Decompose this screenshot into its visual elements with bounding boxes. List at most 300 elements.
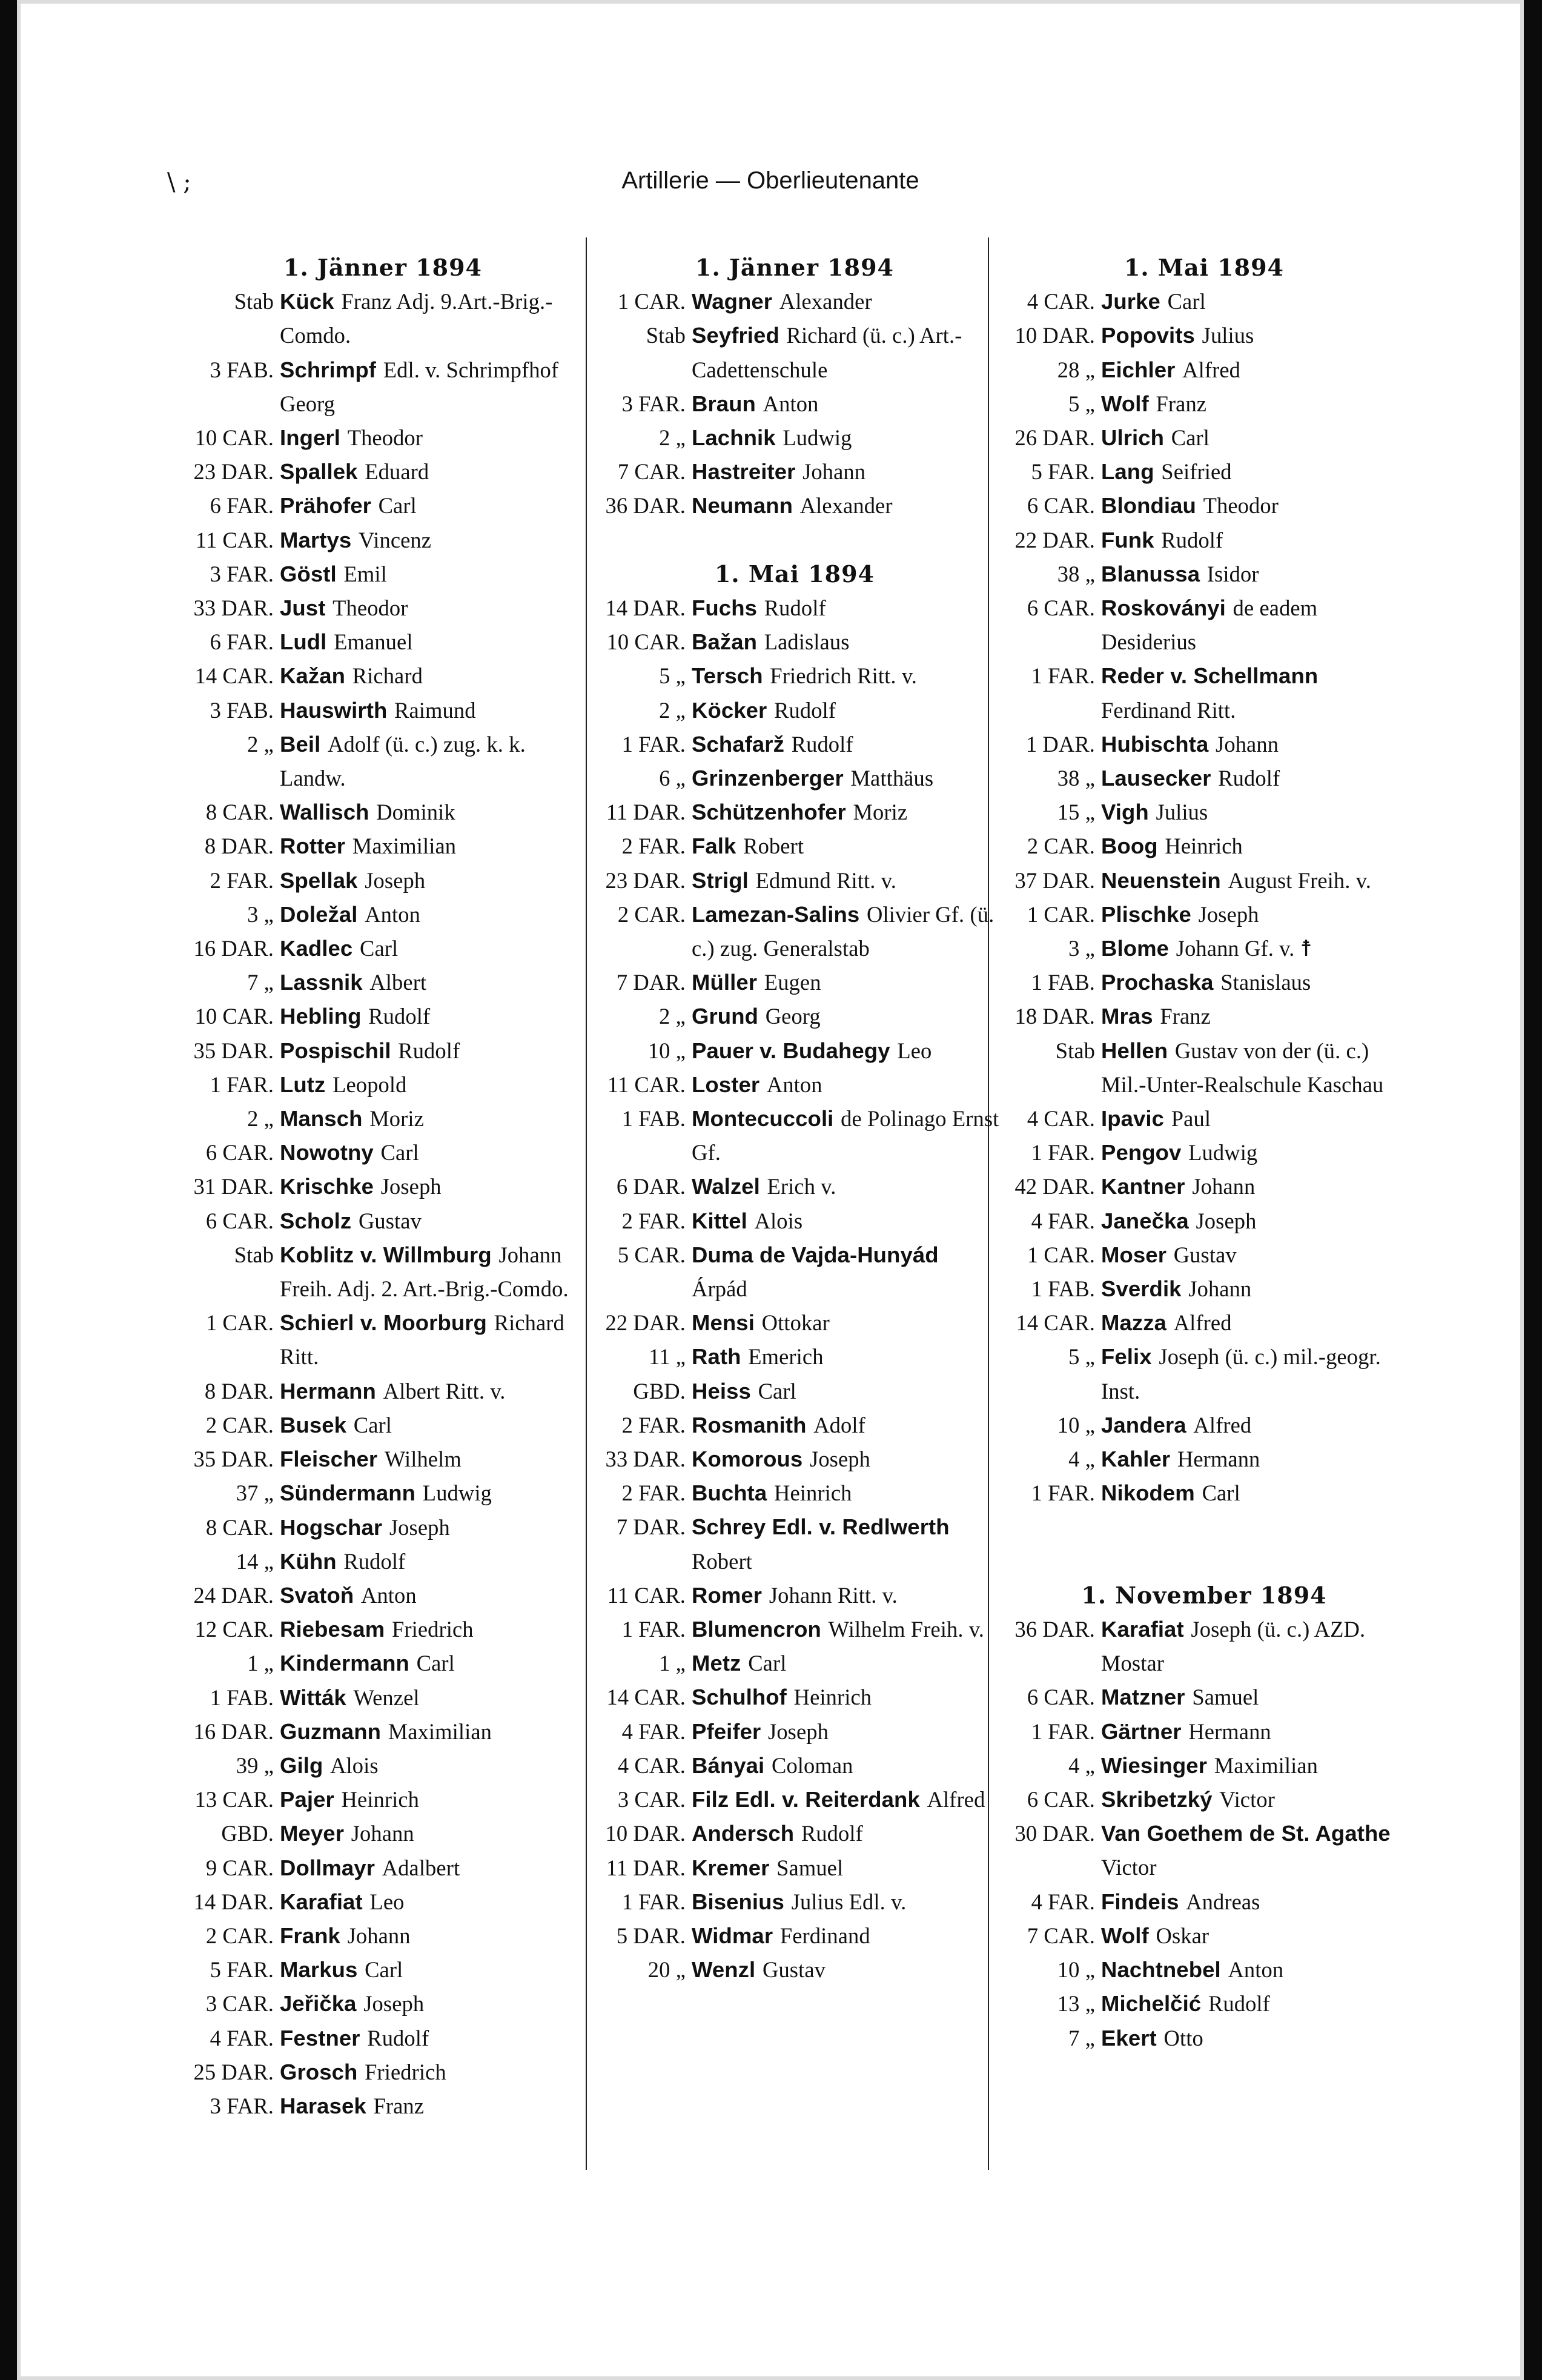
unit-label: 9 CAR. — [205, 1855, 274, 1880]
roster-entry — [177, 1919, 589, 1953]
surname: Lachnik — [692, 425, 776, 450]
roster-entry — [589, 694, 1001, 728]
officer-name-block — [1100, 557, 1410, 591]
officer-name-block — [690, 1783, 1001, 1817]
given-name-and-notes: Wilhelm Freih. v. — [828, 1617, 985, 1642]
given-name-and-notes: Joseph — [1198, 901, 1259, 927]
roster-entry — [589, 829, 1001, 863]
given-name-and-notes: Alfred — [927, 1787, 985, 1812]
surname: Janečka — [1101, 1208, 1189, 1233]
roster-entry — [998, 1783, 1410, 1817]
roster-entry — [177, 1953, 589, 1987]
roster-entry — [177, 285, 589, 353]
surname: Skribetzký — [1101, 1787, 1213, 1812]
given-name-and-notes: Adolf — [813, 1412, 865, 1437]
unit-label: 6 CAR. — [1027, 595, 1095, 621]
roster-entry — [177, 1442, 589, 1476]
roster-entry — [998, 489, 1410, 523]
unit-label: 1 CAR. — [1027, 1242, 1095, 1267]
officer-name-block — [279, 1749, 589, 1783]
officer-name-block — [1100, 1204, 1410, 1238]
unit-label: 1 FAB. — [621, 1106, 686, 1132]
unit-label: 22 DAR. — [1014, 527, 1095, 552]
officer-name-block — [279, 591, 589, 625]
roster-entry — [177, 489, 589, 523]
surname: Nachtnebel — [1101, 1957, 1221, 1983]
given-name-and-notes: Leopold — [333, 1072, 407, 1097]
roster-entry — [998, 1442, 1410, 1476]
surname: Andersch — [692, 1821, 795, 1846]
roster-entry — [998, 999, 1410, 1033]
given-name-and-notes: Rudolf — [1218, 766, 1280, 791]
given-name-and-notes: Gustav — [1173, 1242, 1237, 1267]
surname: Filz Edl. v. Reiterdank — [692, 1787, 920, 1812]
roster-entry — [998, 1715, 1410, 1749]
unit-label: 14 „ — [236, 1548, 274, 1574]
unit-label: 2 „ — [247, 731, 274, 757]
surname: Hastreiter — [692, 459, 796, 485]
roster-entry — [589, 387, 1001, 421]
surname: Guzmann — [280, 1719, 381, 1744]
surname: Widmar — [692, 1923, 773, 1948]
surname: Martys — [280, 527, 352, 552]
surname: Metz — [692, 1651, 741, 1676]
surname: Ulrich — [1101, 425, 1165, 450]
officer-name-block — [279, 1919, 589, 1953]
roster-entry — [998, 2021, 1410, 2055]
given-name-and-notes: Rudolf — [774, 697, 836, 723]
roster-entry — [589, 1408, 1001, 1442]
unit-label: 10 CAR. — [194, 425, 274, 450]
officer-name-block — [690, 1579, 1001, 1613]
surname: Schrey Edl. v. Redlwerth — [692, 1514, 950, 1540]
unit-label: 1 FAB. — [210, 1685, 274, 1710]
roster-entry — [589, 1068, 1001, 1102]
surname: Prähofer — [280, 493, 371, 519]
given-name-and-notes: Hermann — [1177, 1447, 1260, 1472]
given-name-and-notes: Richard Ritt. — [280, 1310, 564, 1370]
officer-name-block — [1100, 1170, 1410, 1204]
roster-entry — [589, 1715, 1001, 1749]
unit-label: 4 CAR. — [617, 1752, 686, 1778]
roster-entry — [589, 761, 1001, 795]
officer-name-block — [1100, 1306, 1410, 1340]
officer-name-block — [279, 489, 589, 523]
officer-name-block — [690, 1238, 1001, 1306]
unit-label: 7 CAR. — [1027, 1923, 1095, 1948]
given-name-and-notes: de eadem Desiderius — [1101, 595, 1318, 655]
surname: Wagner — [692, 289, 773, 314]
surname: Blondiau — [1101, 493, 1196, 519]
given-name-and-notes: Carl — [380, 1140, 419, 1165]
given-name-and-notes: Gustav von der (ü. c.) Mil.-Unter-Realschule Kaschau — [1101, 1038, 1384, 1097]
given-name-and-notes: Richard (ü. c.) Art.-Cadettenschule — [692, 323, 962, 382]
unit-label: 1 DAR. — [1025, 731, 1095, 757]
unit-label: 24 DAR. — [193, 1582, 274, 1608]
officer-name-block — [1100, 829, 1410, 863]
given-name-and-notes: Emil — [343, 561, 387, 586]
roster-entry — [998, 1987, 1410, 2021]
officer-name-block — [690, 455, 1001, 489]
unit-label: 10 DAR. — [1014, 323, 1095, 348]
officer-name-block — [690, 1817, 1001, 1851]
unit-label: 11 CAR. — [195, 527, 274, 552]
surname: Felix — [1101, 1344, 1152, 1370]
given-name-and-notes: Anton — [766, 1072, 822, 1097]
unit-label: 25 DAR. — [193, 2059, 274, 2084]
officer-name-block — [690, 999, 1001, 1033]
unit-label: 10 CAR. — [606, 629, 686, 655]
given-name-and-notes: Olivier Gf. (ü. c.) zug. Generalstab — [692, 901, 994, 961]
officer-name-block — [279, 1511, 589, 1545]
unit-label: 20 „ — [647, 1957, 686, 1983]
officer-name-block — [690, 761, 1001, 795]
column-3 — [998, 251, 1410, 2055]
given-name-and-notes: Alois — [330, 1752, 379, 1778]
surname: Popovits — [1101, 323, 1195, 348]
given-name-and-notes: Rudolf — [1208, 1991, 1270, 2017]
given-name-and-notes: Robert — [692, 1548, 752, 1574]
officer-name-block — [1100, 1238, 1410, 1272]
given-name-and-notes: Seifried — [1161, 459, 1232, 485]
roster-entry — [589, 421, 1001, 455]
unit-label: 6 DAR. — [616, 1174, 686, 1199]
roster-entry — [177, 829, 589, 863]
given-name-and-notes: August Freih. v. — [1228, 867, 1371, 893]
surname: Müller — [692, 970, 758, 995]
surname: Seyfried — [692, 323, 779, 348]
officer-name-block — [279, 1646, 589, 1680]
officer-name-block — [1100, 1408, 1410, 1442]
officer-name-block — [690, 1068, 1001, 1102]
given-name-and-notes: Richard — [352, 663, 423, 689]
unit-label: 1 CAR. — [1027, 901, 1095, 927]
given-name-and-notes: Erich v. — [767, 1174, 836, 1199]
unit-label: 2 FAR. — [621, 1208, 686, 1233]
surname: Sündermann — [280, 1480, 416, 1506]
officer-name-block — [690, 387, 1001, 421]
roster-entry — [589, 1613, 1001, 1646]
given-name-and-notes: Carl — [1171, 425, 1209, 450]
unit-label: 11 DAR. — [606, 800, 686, 825]
surname: Tersch — [692, 663, 763, 689]
surname: Romer — [692, 1582, 763, 1608]
roster-entry — [177, 1987, 589, 2021]
unit-label: 2 „ — [659, 425, 686, 450]
officer-name-block — [279, 1953, 589, 1987]
unit-label: Stab — [1055, 1038, 1095, 1063]
officer-name-block — [279, 1545, 589, 1579]
officer-name-block — [1100, 864, 1410, 898]
roster-entry — [177, 455, 589, 489]
roster-entry — [998, 1170, 1410, 1204]
given-name-and-notes: Árpád — [692, 1276, 747, 1302]
roster-entry — [589, 999, 1001, 1033]
unit-label: 42 DAR. — [1014, 1174, 1095, 1199]
surname: Hebling — [280, 1004, 362, 1029]
officer-name-block — [1100, 728, 1410, 761]
section-date-heading: 1. Mai 1894 — [714, 560, 875, 588]
roster-entry — [177, 1545, 589, 1579]
section-date-heading: 1. Jänner 1894 — [695, 254, 894, 281]
given-name-and-notes: Joseph (ü. c.) mil.-geogr. Inst. — [1101, 1344, 1381, 1404]
roster-entry — [589, 455, 1001, 489]
roster-entry — [589, 1817, 1001, 1851]
roster-entry — [589, 1953, 1001, 1987]
surname: Funk — [1101, 527, 1154, 552]
unit-label: 39 „ — [236, 1752, 274, 1778]
officer-name-block — [1100, 1340, 1410, 1408]
given-name-and-notes: Emanuel — [334, 629, 413, 655]
surname: Lutz — [280, 1072, 326, 1097]
page-title: Artillerie — Oberlieutenante — [621, 167, 919, 194]
unit-label: 1 FAB. — [1031, 1276, 1095, 1302]
surname: Strigl — [692, 867, 749, 893]
officer-name-block — [1100, 1476, 1410, 1510]
roster-entry — [177, 1851, 589, 1885]
roster-entry — [998, 1238, 1410, 1272]
given-name-and-notes: Adalbert — [382, 1855, 460, 1880]
given-name-and-notes: Ludwig — [422, 1480, 492, 1506]
surname: Kittel — [692, 1208, 747, 1233]
given-name-and-notes: Leo — [897, 1038, 932, 1063]
given-name-and-notes: Anton — [365, 901, 420, 927]
surname: Ipavic — [1101, 1106, 1165, 1132]
roster-entry — [177, 1681, 589, 1715]
given-name-and-notes: Albert Ritt. v. — [383, 1378, 506, 1404]
roster-entry — [998, 1476, 1410, 1510]
surname: Hauswirth — [280, 697, 388, 723]
unit-label: 2 „ — [247, 1106, 274, 1132]
roster-entry — [998, 421, 1410, 455]
unit-label: 8 CAR. — [205, 800, 274, 825]
unit-label: 8 DAR. — [204, 834, 274, 859]
officer-name-block — [279, 1034, 589, 1068]
officer-name-block — [1100, 421, 1410, 455]
unit-label: 33 DAR. — [193, 595, 274, 621]
unit-label: 2 CAR. — [205, 1923, 274, 1948]
given-name-and-notes: Alexander — [779, 289, 872, 314]
surname: Rotter — [280, 834, 346, 859]
officer-name-block — [279, 557, 589, 591]
officer-name-block — [279, 1476, 589, 1510]
unit-label: 1 „ — [659, 1651, 686, 1676]
surname: Schrimpf — [280, 357, 376, 382]
roster-entry — [589, 625, 1001, 659]
given-name-and-notes: Friedrich — [365, 2059, 446, 2084]
unit-label: 14 DAR. — [193, 1889, 274, 1914]
officer-name-block — [690, 1919, 1001, 1953]
surname: Hellen — [1101, 1038, 1168, 1063]
given-name-and-notes: Rudolf — [343, 1548, 406, 1574]
surname: Festner — [280, 2025, 360, 2050]
unit-label: 2 FAR. — [621, 1412, 686, 1437]
unit-label: 3 FAR. — [210, 561, 274, 586]
roster-entry — [177, 1204, 589, 1238]
surname: Plischke — [1101, 901, 1191, 927]
given-name-and-notes: Maximilian — [352, 834, 457, 859]
given-name-and-notes: Georg — [765, 1004, 821, 1029]
given-name-and-notes: Anton — [763, 391, 819, 416]
officer-name-block — [690, 489, 1001, 523]
surname: Kremer — [692, 1855, 770, 1880]
surname: Busek — [280, 1412, 347, 1437]
surname: Pospischil — [280, 1038, 391, 1063]
surname: Nikodem — [1101, 1480, 1195, 1506]
given-name-and-notes: Carl — [758, 1378, 796, 1404]
given-name-and-notes: Anton — [361, 1582, 417, 1608]
unit-label: 4 FAR. — [210, 2025, 274, 2050]
roster-entry — [177, 1306, 589, 1374]
given-name-and-notes: Franz — [373, 2093, 425, 2118]
roster-entry — [177, 1885, 589, 1919]
officer-name-block — [279, 625, 589, 659]
unit-label: 3 „ — [1068, 936, 1095, 961]
surname: Kadlec — [280, 936, 353, 961]
given-name-and-notes: Ferdinand Ritt. — [1101, 697, 1236, 723]
given-name-and-notes: Stanislaus — [1220, 970, 1311, 995]
officer-name-block — [690, 829, 1001, 863]
unit-label: 10 „ — [1057, 1412, 1095, 1437]
surname: Duma de Vajda-Hunyád — [692, 1242, 939, 1267]
surname: Wolf — [1101, 1923, 1149, 1948]
surname: Svatoň — [280, 1582, 354, 1608]
officer-name-block — [690, 1374, 1001, 1408]
surname: Van Goethem de St. Agathe — [1101, 1821, 1391, 1846]
surname: Schafarž — [692, 731, 784, 757]
roster-entry — [177, 2089, 589, 2123]
surname: Pengov — [1101, 1140, 1182, 1165]
roster-entry — [177, 1170, 589, 1204]
surname: Blanussa — [1101, 561, 1200, 586]
given-name-and-notes: Gustav — [762, 1957, 826, 1983]
officer-name-block — [279, 523, 589, 557]
unit-label: 10 DAR. — [605, 1821, 686, 1846]
officer-name-block — [690, 898, 1001, 966]
surname: Pfeifer — [692, 1719, 761, 1744]
page — [17, 0, 1524, 2380]
unit-label: GBD. — [221, 1821, 274, 1846]
officer-name-block — [1100, 1919, 1410, 1953]
given-name-and-notes: Theodor — [1203, 493, 1279, 519]
unit-label: 1 FAR. — [1031, 1480, 1095, 1506]
unit-label: 36 DAR. — [1014, 1617, 1095, 1642]
roster-entry — [998, 387, 1410, 421]
roster-entry — [998, 1919, 1410, 1953]
surname: Kühn — [280, 1548, 337, 1574]
unit-label: 12 CAR. — [194, 1617, 274, 1642]
unit-label: 1 FAR. — [1031, 1140, 1095, 1165]
unit-label: Stab — [234, 289, 274, 314]
roster-entry — [589, 1306, 1001, 1340]
roster-entry — [589, 1680, 1001, 1714]
roster-entry — [589, 1851, 1001, 1885]
surname: Rath — [692, 1344, 741, 1370]
surname: Matzner — [1101, 1685, 1185, 1710]
given-name-and-notes: Heinrich — [774, 1480, 852, 1506]
surname: Karafiat — [280, 1889, 363, 1914]
roster-entry — [998, 966, 1410, 999]
given-name-and-notes: Rudolf — [368, 1004, 431, 1029]
surname: Lang — [1101, 459, 1154, 485]
surname: Roskoványi — [1101, 595, 1226, 621]
surname: Nowotny — [280, 1140, 374, 1165]
unit-label: 3 „ — [247, 901, 274, 927]
given-name-and-notes: Hermann — [1188, 1719, 1271, 1744]
officer-name-block — [279, 1817, 589, 1851]
unit-label: 1 FAR. — [621, 1889, 686, 1914]
officer-name-block — [1100, 1680, 1410, 1714]
officer-name-block — [1100, 489, 1410, 523]
given-name-and-notes: Carl — [1167, 289, 1206, 314]
unit-label: 6 FAR. — [210, 629, 274, 655]
unit-label: 5 „ — [659, 663, 686, 689]
officer-name-block — [1100, 1783, 1410, 1817]
surname: Mazza — [1101, 1310, 1167, 1336]
unit-label: 4 FAR. — [1031, 1889, 1095, 1914]
surname: Wiesinger — [1101, 1752, 1208, 1778]
surname: Gilg — [280, 1752, 323, 1778]
unit-label: 4 CAR. — [1027, 1106, 1095, 1132]
officer-name-block — [1100, 285, 1410, 319]
roster-entry — [177, 1817, 589, 1851]
surname: Karafiat — [1101, 1617, 1184, 1642]
given-name-and-notes: Gustav — [358, 1208, 422, 1233]
given-name-and-notes: Rudolf — [367, 2025, 429, 2050]
unit-label: 22 DAR. — [605, 1310, 686, 1336]
officer-name-block — [279, 898, 589, 932]
unit-label: 13 CAR. — [194, 1787, 274, 1812]
unit-label: 31 DAR. — [193, 1174, 274, 1199]
officer-name-block — [690, 795, 1001, 829]
officer-name-block — [1100, 1272, 1410, 1306]
roster-entry — [998, 1272, 1410, 1306]
surname: Fuchs — [692, 595, 757, 620]
surname: Moser — [1101, 1242, 1167, 1267]
given-name-and-notes: Samuel — [776, 1855, 844, 1880]
surname: Neumann — [692, 493, 793, 519]
unit-label: 7 DAR. — [616, 970, 686, 995]
surname: Wenzl — [692, 1957, 756, 1983]
given-name-and-notes: Wilhelm — [384, 1447, 462, 1472]
unit-label: 1 FAR. — [621, 731, 686, 757]
given-name-and-notes: Coloman — [772, 1752, 853, 1778]
surname: Bažan — [692, 629, 758, 655]
given-name-and-notes: Johann — [1192, 1174, 1256, 1199]
unit-label: 3 FAB. — [210, 357, 274, 382]
surname: Jeřička — [280, 1991, 357, 2017]
surname: Findeis — [1101, 1889, 1179, 1914]
officer-name-block — [279, 353, 589, 421]
officer-name-block — [690, 1885, 1001, 1919]
roster-entry — [589, 1783, 1001, 1817]
officer-name-block — [690, 864, 1001, 898]
roster-entry — [589, 1749, 1001, 1783]
unit-label: 2 CAR. — [617, 901, 686, 927]
officer-name-block — [690, 728, 1001, 761]
roster-entry — [177, 1783, 589, 1817]
officer-name-block — [690, 1340, 1001, 1374]
unit-label: 2 CAR. — [205, 1412, 274, 1437]
officer-name-block — [279, 1204, 589, 1238]
given-name-and-notes: Ludwig — [783, 425, 852, 450]
unit-label: 2 „ — [659, 1004, 686, 1029]
officer-name-block — [279, 1783, 589, 1817]
unit-label: 7 „ — [1068, 2025, 1095, 2050]
officer-name-block — [279, 932, 589, 966]
column-2 — [589, 251, 1001, 1987]
given-name-and-notes: Johann — [802, 459, 866, 485]
